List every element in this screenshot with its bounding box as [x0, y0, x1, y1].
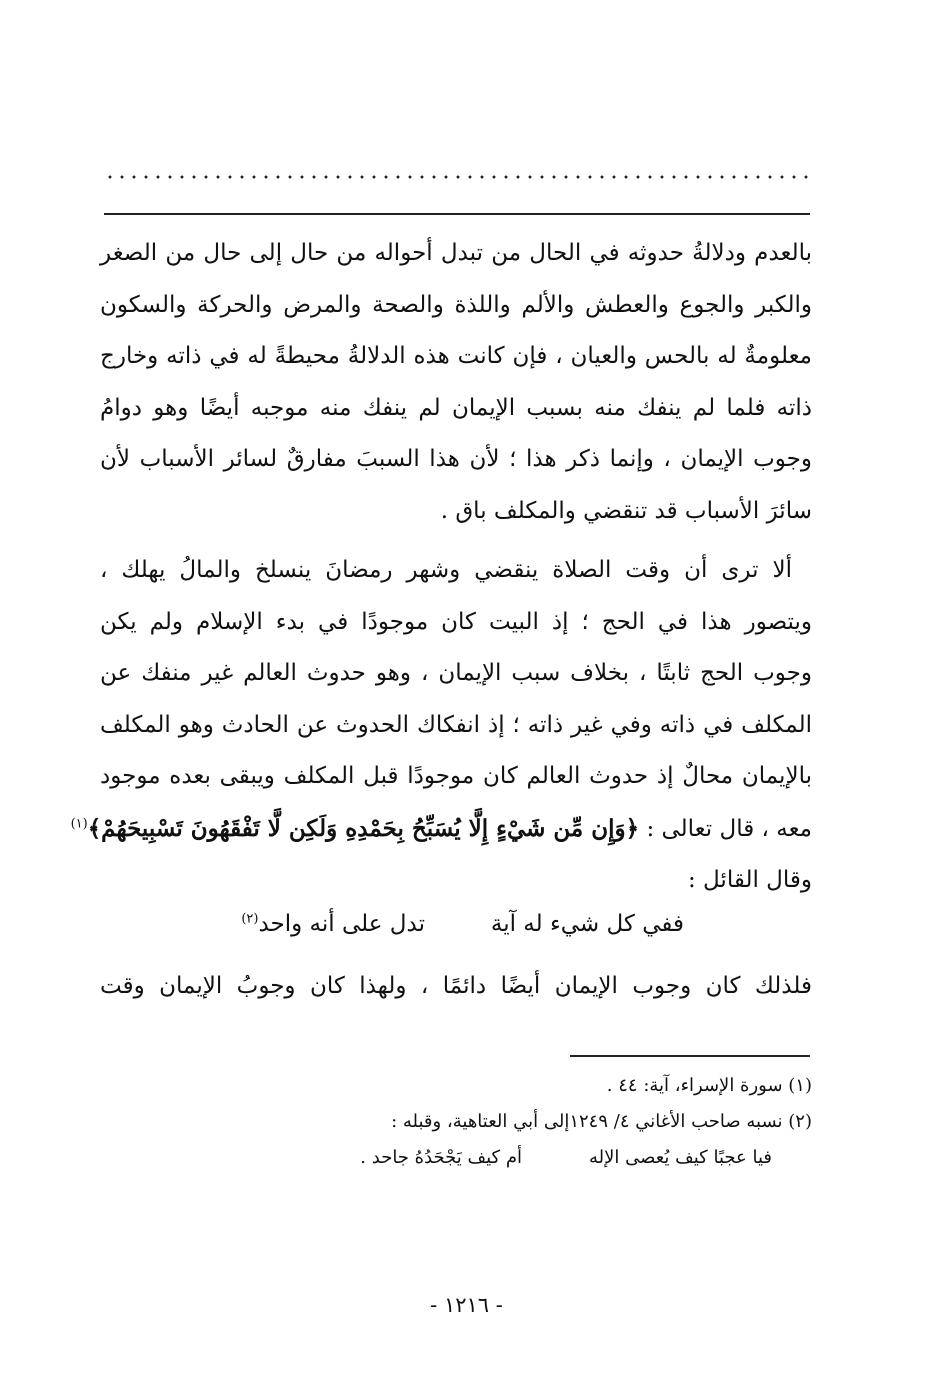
footnote-verse-hemistich-1: فيا عجبًا كيف يُعصى الإله: [588, 1147, 772, 1168]
text-line: ذاته فلما لم ينفك منه بسبب الإيمان لم ينفك منه موجبه أيضًا وهو دوامُ: [100, 394, 812, 421]
main-text: [70, 228, 812, 907]
footnotes: [200, 1068, 812, 1176]
footnote-2-verse: [200, 1140, 812, 1176]
footnote-rule: [570, 1055, 810, 1057]
continuation-line: فلذلك كان وجوب الإيمان أيضًا دائمًا ، ولهذا كان وجوبُ الإيمان وقت: [100, 973, 812, 999]
text-line: ويتصور هذا في الحج ؛ إذ البيت كان موجودًا في بدء الإسلام ولم يكن: [100, 608, 812, 635]
header-dotted-line: [104, 172, 810, 182]
verse-hemistich-1: ففي كل شيء له آية: [490, 911, 684, 937]
verse-hemistich-2: [241, 898, 425, 950]
footnote-verse-hemistich-2: أم كيف يَجْحَدُهُ جاحد .: [360, 1147, 522, 1168]
text-line: سائرَ الأسباب قد تنقضي والمكلف باق .: [440, 497, 812, 524]
text-line: ألا ترى أن وقت الصلاة ينقضي وشهر رمضانَ ينسلخ والمالُ يهلك ،: [100, 557, 792, 583]
text-line: بالعدم ودلالةُ حدوثه في الحال من تبدل أحواله من حال إلى حال من الصغر: [100, 240, 812, 266]
page-number: - ١٢١٦ -: [430, 1293, 503, 1317]
text-line: معلومةٌ له بالحس والعيان ، فإن كانت هذه الدلالةُ محيطةً له في ذاته وخارج: [100, 343, 812, 369]
text-line: وجوب الإيمان ، وإنما ذكر هذا ؛ لأن هذا السببَ مفارقٌ لسائر الأسباب لأن: [100, 446, 812, 472]
quran-intro: معه ، قال تعالى :: [646, 815, 812, 842]
verse-hemistich-2-text: تدل على أنه واحد: [258, 911, 425, 937]
footnote-1: (١) سورة الإسراء، آية: ٤٤ .: [606, 1075, 812, 1096]
text-line: وجوب الحج ثابتًا ، بخلاف سبب الإيمان ، وهو حدوث العالم غير منفك عن: [100, 660, 812, 686]
paragraph-2: [70, 545, 812, 907]
paragraph-1: [100, 228, 812, 537]
poem-verse: [100, 898, 812, 950]
footnote-ref-1: (١): [70, 815, 88, 831]
text-line: والكبر والجوع والعطش والألم واللذة والصحة والمرض والحركة والسكون: [100, 291, 812, 318]
footnote-ref-2: (٢): [241, 911, 259, 927]
text-line: وقال القائل :: [687, 867, 812, 893]
text-line: المكلف في ذاته وفي غير ذاته ؛ إذ انفكاك الحدوث عن الحادث وهو المكلف: [100, 711, 812, 738]
header-rule: [104, 213, 810, 215]
quran-verse: ﴿وَإِن مِّن شَيْءٍ إِلَّا يُسَبِّحُ بِحَمْدِهِ وَلَكِن لَّا تَفْقَهُونَ تَسْبِيحَهُمْ﴾: [87, 814, 640, 842]
quran-line: [70, 803, 812, 856]
footnote-2: (٢) نسبه صاحب الأغاني ٤/ ١٢٤٩إلى أبي العتاهية، وقبله :: [391, 1111, 812, 1132]
text-line: بالإيمان محالٌ إذ حدوث العالم كان موجودًا قبل المكلف ويبقى بعده موجود: [100, 763, 812, 789]
